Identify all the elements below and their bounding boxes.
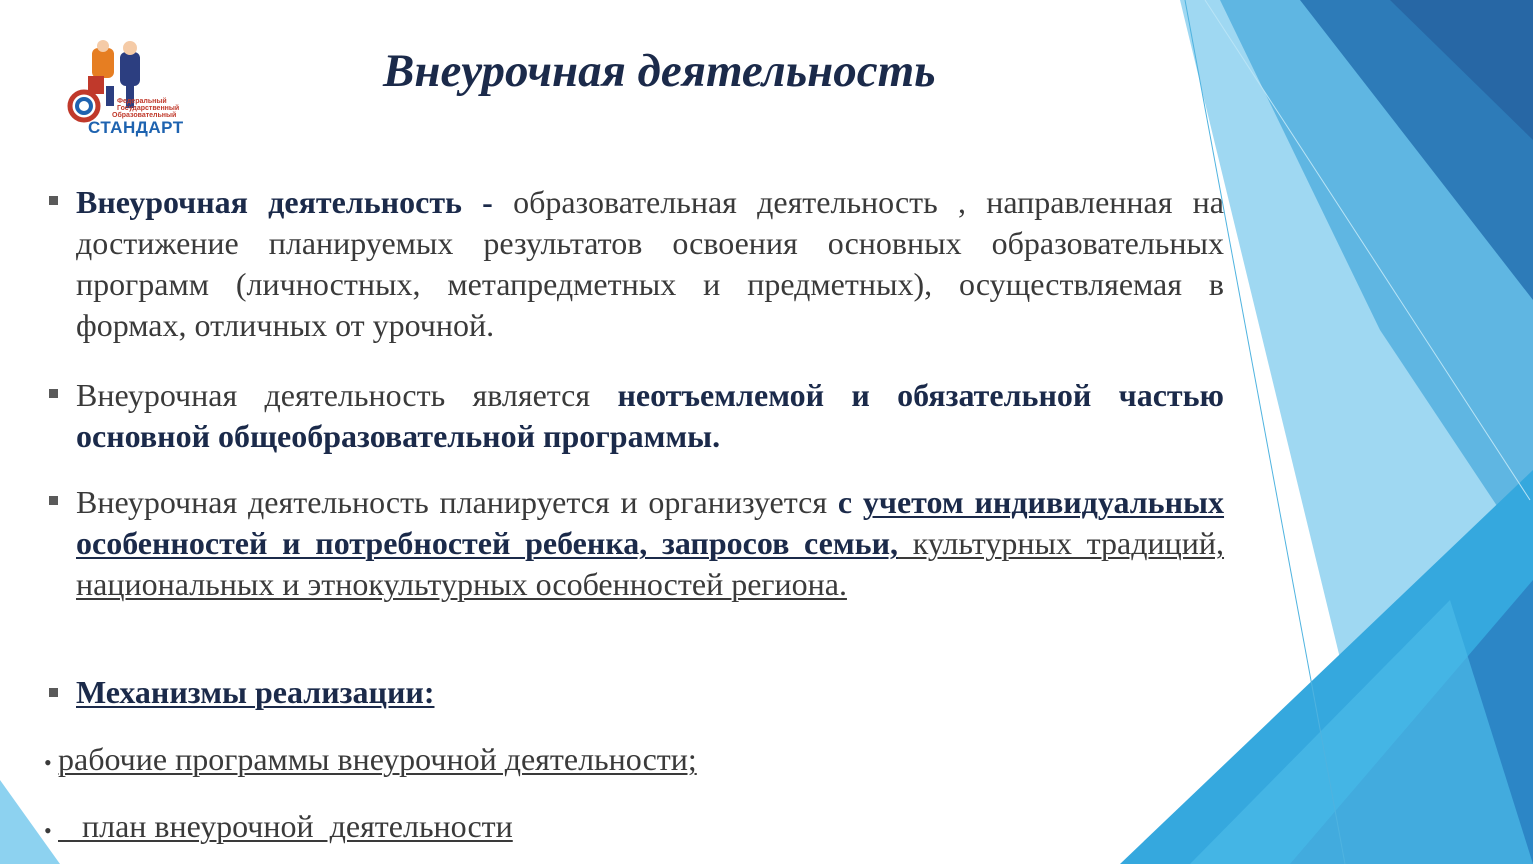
- logo-line-1: Федеральный: [117, 98, 167, 105]
- bullet-2: [76, 375, 1224, 457]
- bullet-square-1: [49, 196, 58, 205]
- bullet-3: [76, 482, 1224, 605]
- bullet-1-bold: Внеурочная деятельность -: [76, 184, 493, 220]
- bullet-4-heading: Механизмы реализации:: [76, 674, 435, 710]
- bullet-square-2: [49, 389, 58, 398]
- logo-line-3: Образовательный: [112, 112, 177, 119]
- bullet-square-4: [49, 688, 58, 697]
- logo-brand: СТАНДАРТ: [88, 118, 184, 137]
- sub-item-1: рабочие программы внеурочной деятельности;: [58, 741, 697, 777]
- sub-item-2: план внеурочной деятельности: [58, 808, 513, 844]
- bullet-1: [76, 182, 1224, 346]
- slide-title: Внеурочная деятельность: [383, 45, 936, 97]
- sub-bullet-dot-2: •: [44, 818, 52, 843]
- bullet-square-3: [49, 496, 58, 505]
- sub-bullet-dot-1: •: [44, 750, 52, 775]
- bullet-3-bold: с: [837, 484, 863, 520]
- bullet-1-text: образовательная деятельность , направленная на достижение планируемых результатов освоения основных образовательных программ (личностных, метапредметных и предметных), осуществляемая в формах, отличных от урочной.: [76, 184, 1225, 343]
- bullet-3-bold-underlined: учетом индивидуальных особенностей и потребностей ребенка, запросов семьи,: [76, 484, 1225, 561]
- bullet-3-text: Внеурочная деятельность планируется и организуется: [76, 484, 838, 520]
- logo-line-2: Государственный: [117, 105, 180, 112]
- bullet-2-text: Внеурочная деятельность является: [76, 377, 618, 413]
- bullet-2-bold: неотъемлемой и обязательной частью основной общеобразовательной программы.: [76, 377, 1224, 454]
- bullet-3-underlined: культурных традиций, национальных и этнокультурных особенностей региона.: [76, 525, 1225, 602]
